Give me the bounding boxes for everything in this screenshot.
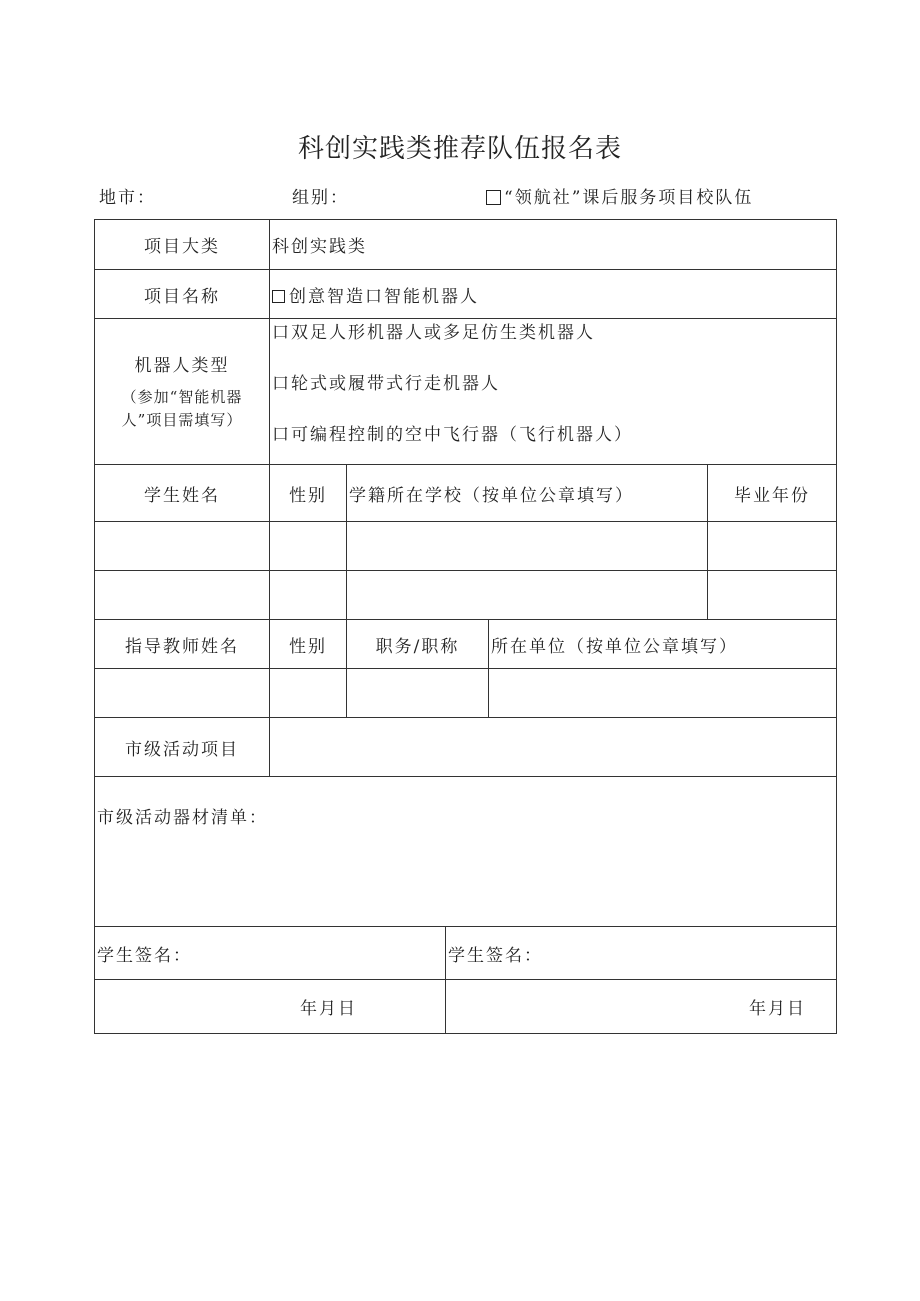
city-event-row — [95, 718, 837, 777]
student-row — [95, 571, 837, 620]
teacher-name-cell[interactable] — [95, 669, 270, 718]
category-value: 科创实践类 — [270, 220, 837, 270]
student-row — [95, 522, 837, 571]
student-school-header: 学籍所在学校（按单位公章填写） — [347, 465, 708, 522]
robot-option-wheeled[interactable]: 口轮式或履带式行走机器人 — [272, 374, 500, 394]
robot-option-legged[interactable]: 口双足人形机器人或多足仿生类机器人 — [272, 323, 595, 343]
signature-left-cell[interactable] — [95, 927, 446, 980]
teacher-gender-header: 性别 — [270, 620, 347, 669]
city-event-label: 市级活动项目 — [95, 718, 270, 777]
robot-option-aerial[interactable]: 口可编程控制的空中飞行器（飞行机器人） — [272, 425, 633, 445]
robot-type-row — [95, 319, 837, 465]
date-left-label: 年月日 — [300, 999, 357, 1019]
team-option-label: “领航社”课后服务项目校队伍 — [504, 188, 754, 208]
checkbox-icon[interactable] — [272, 290, 285, 303]
category-label: 项目大类 — [95, 220, 270, 270]
city-event-cell[interactable] — [270, 718, 837, 777]
teacher-name-header: 指导教师姓名 — [95, 620, 270, 669]
robot-options — [270, 319, 837, 465]
student-name-cell[interactable] — [95, 522, 270, 571]
student-gender-cell[interactable] — [270, 522, 347, 571]
student-gender-cell[interactable] — [270, 571, 347, 620]
student-name-cell[interactable] — [95, 571, 270, 620]
robot-type-note: （参加“智能机器人”项目需填写） — [121, 388, 243, 429]
project-options[interactable] — [270, 270, 837, 319]
project-option-chuangyi[interactable]: 创意智造 — [289, 286, 365, 307]
student-school-cell[interactable] — [347, 571, 708, 620]
student-graduation-header: 毕业年份 — [708, 465, 837, 522]
teacher-title-header: 职务/职称 — [347, 620, 489, 669]
checkbox-icon[interactable] — [486, 190, 501, 205]
date-row — [95, 980, 837, 1034]
registration-form — [94, 219, 837, 927]
city-label: 地市： — [99, 188, 156, 208]
signature-row — [95, 927, 837, 980]
teacher-unit-header: 所在单位（按单位公章填写） — [489, 620, 837, 669]
student-header-row — [95, 465, 837, 522]
group-label: 组别： — [292, 188, 349, 208]
teacher-unit-cell[interactable] — [489, 669, 837, 718]
teacher-header-row — [95, 620, 837, 669]
date-right-label: 年月日 — [749, 999, 806, 1019]
student-gender-header: 性别 — [270, 465, 347, 522]
student-name-header: 学生姓名 — [95, 465, 270, 522]
signature-right-cell[interactable] — [446, 927, 837, 980]
signature-left-label: 学生签名： — [97, 945, 192, 966]
project-row — [95, 270, 837, 319]
page-title: 科创实践类推荐队伍报名表 — [297, 134, 622, 164]
category-row — [95, 220, 837, 270]
project-option-robot[interactable]: 口智能机器人 — [365, 286, 479, 307]
signature-table — [94, 926, 837, 1034]
equipment-row — [95, 777, 837, 927]
group-field[interactable] — [292, 183, 349, 208]
equipment-cell[interactable] — [95, 777, 837, 927]
equipment-label: 市级活动器材清单： — [97, 808, 268, 828]
date-left-cell[interactable] — [95, 980, 446, 1034]
teacher-gender-cell[interactable] — [270, 669, 347, 718]
team-option[interactable] — [486, 183, 753, 208]
student-graduation-cell[interactable] — [708, 571, 837, 620]
teacher-row — [95, 669, 837, 718]
teacher-title-cell[interactable] — [347, 669, 489, 718]
date-right-cell[interactable] — [446, 980, 837, 1034]
robot-type-label: 机器人类型 — [134, 356, 230, 376]
city-field[interactable] — [99, 183, 156, 208]
signature-right-label: 学生签名： — [448, 945, 543, 966]
student-school-cell[interactable] — [347, 522, 708, 571]
student-graduation-cell[interactable] — [708, 522, 837, 571]
project-label: 项目名称 — [95, 270, 270, 319]
robot-type-cell — [95, 319, 270, 465]
